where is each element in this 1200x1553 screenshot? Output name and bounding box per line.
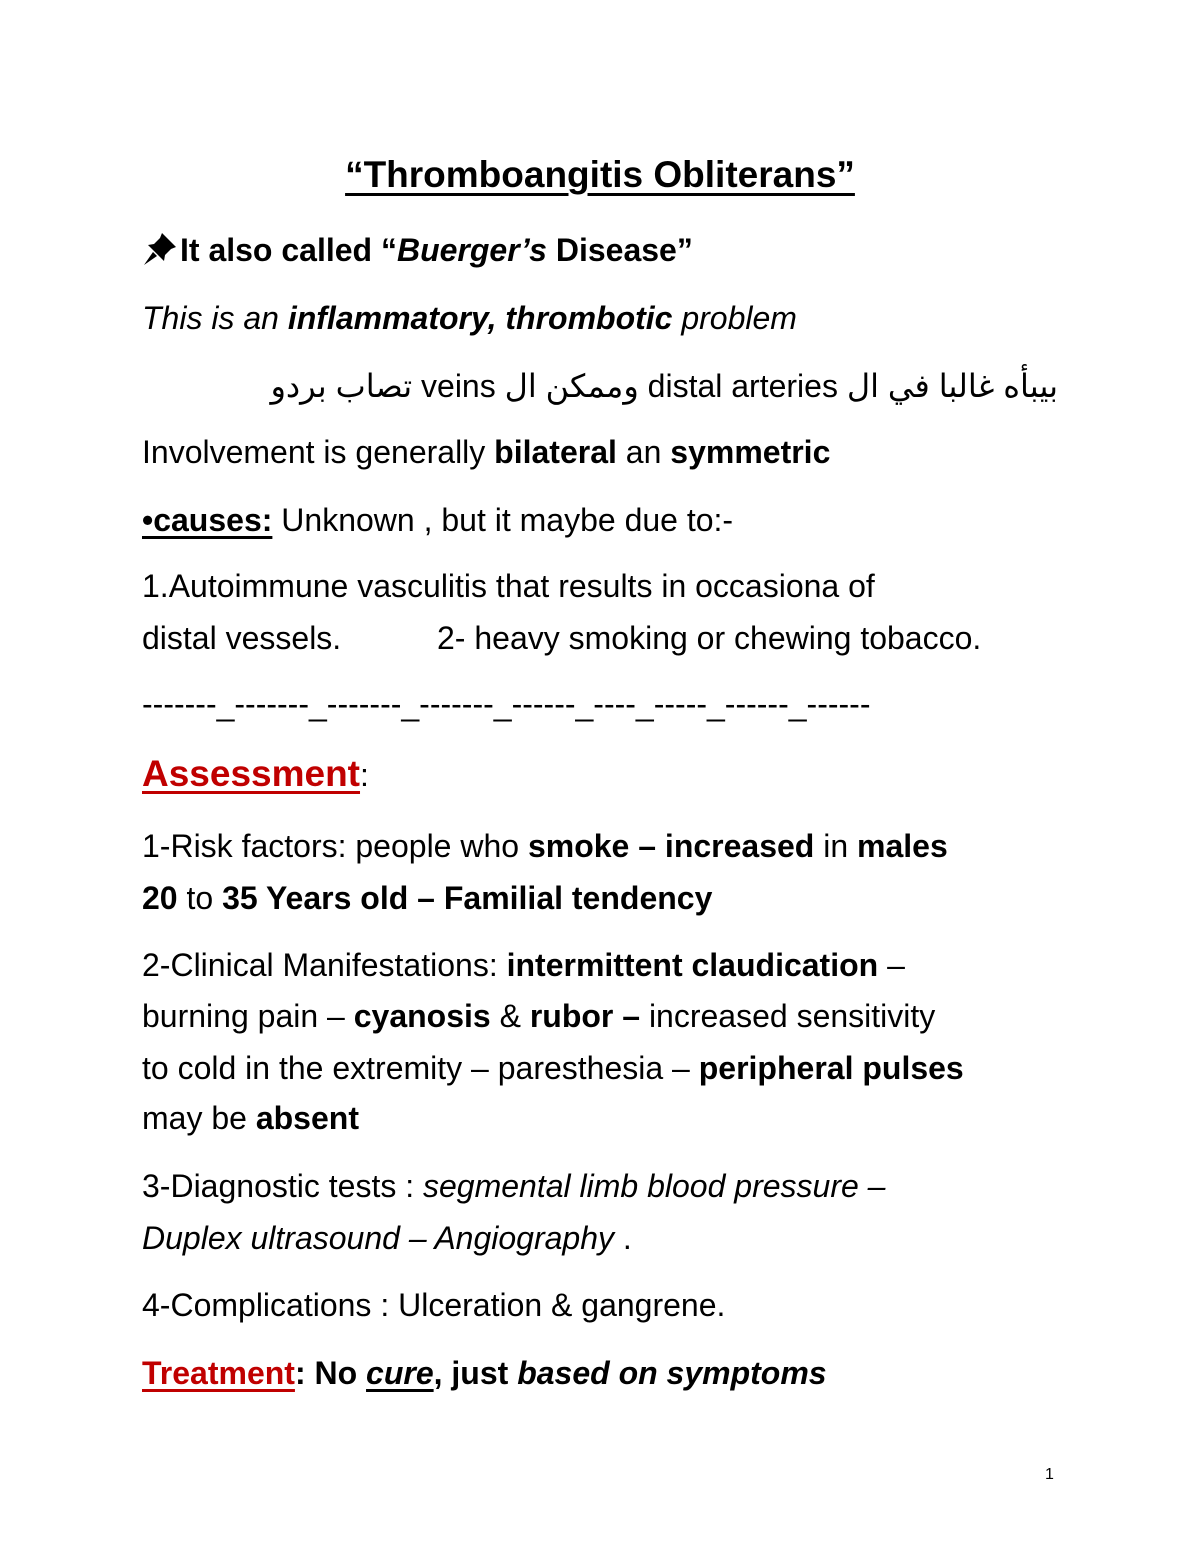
clinical-text-4: & bbox=[490, 998, 530, 1034]
risk-text-1: 1-Risk factors: people who bbox=[142, 828, 528, 864]
definition-bold: inflammatory, thrombotic bbox=[287, 300, 673, 336]
cure-text: cure bbox=[366, 1355, 434, 1391]
section-divider: -------_-------_-------_-------_------_----_-----_------_------ bbox=[142, 686, 871, 722]
diagnostic-line-1 bbox=[142, 1166, 885, 1206]
complications-line: 4-Complications : Ulceration & gangrene. bbox=[142, 1287, 726, 1323]
page-title: “Thromboangitis Obliterans” bbox=[345, 154, 855, 195]
treatment-text-2: , just bbox=[433, 1355, 518, 1391]
treatment-text-1: No bbox=[305, 1355, 367, 1391]
risk-bold-2: males bbox=[857, 828, 948, 864]
risk-age-start: 20 bbox=[142, 880, 178, 916]
cause-1-line-2: distal vessels. bbox=[142, 620, 342, 656]
clinical-bold-1: intermittent claudication bbox=[506, 947, 879, 983]
risk-bold-4: 35 Years old – Familial tendency bbox=[222, 880, 713, 916]
absent-text: absent bbox=[255, 1100, 359, 1136]
clinical-text-5: increased sensitivity bbox=[640, 998, 936, 1034]
causes-text: Unknown , but it maybe due to:- bbox=[272, 502, 734, 538]
risk-factors-line-1 bbox=[142, 826, 948, 866]
risk-text-3: to bbox=[177, 880, 223, 916]
definition-text-2: problem bbox=[672, 300, 797, 336]
treatment-heading: Treatment bbox=[142, 1355, 295, 1391]
involvement-text-1: Involvement is generally bbox=[142, 434, 495, 470]
diagnostic-italic-1: segmental limb blood pressure – bbox=[423, 1168, 886, 1204]
also-called-prefix: It also called “ bbox=[180, 232, 397, 268]
disease-name: Buerger’s bbox=[396, 232, 547, 268]
clinical-text-7: may be bbox=[142, 1100, 256, 1136]
clinical-text-3: burning pain – bbox=[142, 998, 354, 1034]
page-number: 1 bbox=[1045, 1466, 1054, 1483]
clinical-line-1 bbox=[142, 945, 905, 985]
bilateral-text: bilateral bbox=[494, 434, 617, 470]
risk-text-2: in bbox=[814, 828, 858, 864]
symmetric-text: symmetric bbox=[670, 434, 831, 470]
also-called-suffix: Disease” bbox=[546, 232, 693, 268]
diagnostic-text-1: 3-Diagnostic tests : bbox=[142, 1168, 423, 1204]
treatment-line bbox=[142, 1353, 827, 1393]
arabic-text-1: بيبأه غالبا في ال bbox=[846, 368, 1058, 404]
pushpin-icon bbox=[142, 231, 178, 267]
diagnostic-text-2: . bbox=[614, 1220, 632, 1256]
cyanosis-text: cyanosis bbox=[353, 998, 491, 1034]
assessment-colon: : bbox=[360, 757, 369, 793]
assessment-heading-line bbox=[142, 754, 369, 795]
definition-line bbox=[142, 298, 797, 338]
diagnostic-line-2 bbox=[142, 1218, 632, 1258]
clinical-line-4 bbox=[142, 1098, 359, 1138]
rubor-text: rubor – bbox=[529, 998, 641, 1034]
clinical-line-2 bbox=[142, 996, 935, 1036]
risk-factors-line-2 bbox=[142, 878, 712, 918]
clinical-text-6: to cold in the extremity – paresthesia – bbox=[142, 1050, 699, 1086]
arabic-text-3: تصاب بردو bbox=[270, 368, 413, 404]
veins-text: veins bbox=[421, 368, 496, 404]
assessment-heading: Assessment bbox=[142, 753, 361, 794]
cause-2: 2- heavy smoking or chewing tobacco. bbox=[437, 620, 982, 656]
cause-1-line-1: 1.Autoimmune vasculitis that results in occasiona of bbox=[142, 568, 875, 604]
symptoms-text: based on symptoms bbox=[517, 1355, 827, 1391]
involvement-line bbox=[142, 432, 830, 472]
definition-text-1: This is an bbox=[142, 300, 288, 336]
also-called-line bbox=[142, 230, 693, 270]
treatment-colon: : bbox=[294, 1355, 306, 1391]
clinical-text-2: – bbox=[878, 947, 905, 983]
arabic-note-line bbox=[270, 366, 1058, 406]
clinical-line-3 bbox=[142, 1048, 964, 1088]
clinical-text-1: 2-Clinical Manifestations: bbox=[142, 947, 507, 983]
arabic-text-2: وممكن ال bbox=[504, 368, 639, 404]
peripheral-pulses-text: peripheral pulses bbox=[698, 1050, 964, 1086]
causes-line bbox=[142, 500, 733, 540]
causes-label: •causes: bbox=[142, 502, 273, 538]
distal-arteries-text: distal arteries bbox=[647, 368, 838, 404]
involvement-text-2: an bbox=[616, 434, 671, 470]
risk-bold-1: smoke – increased bbox=[527, 828, 815, 864]
diagnostic-italic-2: Duplex ultrasound – Angiography bbox=[142, 1220, 615, 1256]
